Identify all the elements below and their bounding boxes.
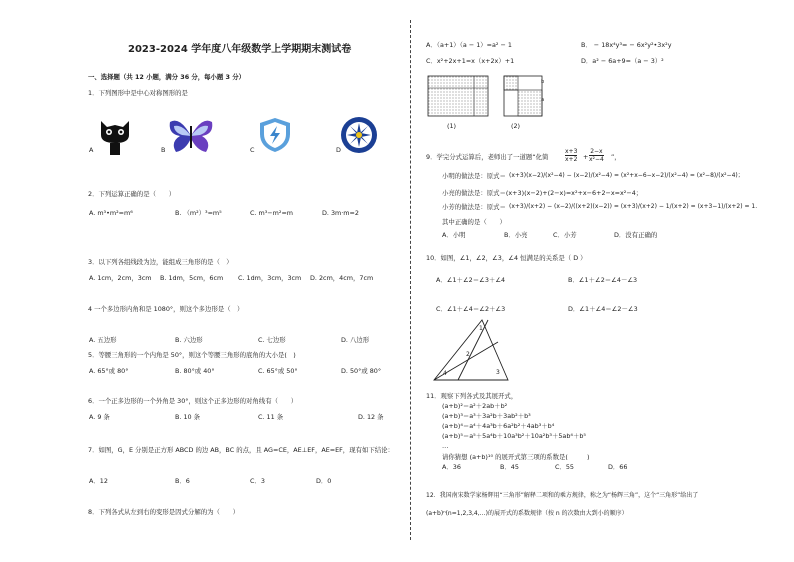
q7-stem: 7．如图，G，E 分别是正方形 ABCD 的边 AB，BC 的点，且 AG=CE，AE⊥EF，AE=EF，现有如下结论：	[88, 446, 394, 454]
q2-option-b: B. （m²）³=m⁵	[175, 209, 222, 217]
q5-option-b: B. 80°或 40°	[175, 367, 215, 375]
q9-xiaoliang: 小亮的做法是：原式＝(x+3)(x−2)+(2−x)=x²+x−6+2−x=x²−4；	[442, 189, 643, 197]
page-title: 2023-2024 学年度八年级数学上学期期末测试卷	[128, 44, 352, 55]
q4-option-a: A. 五边形	[89, 336, 117, 344]
figure-1-label: (1)	[447, 122, 457, 130]
q6-stem: 6．一个正多边形的一个外角是 30°，则这个正多边形的对角线有（ ）	[88, 397, 298, 405]
q11-expansion: (a+b)³＝a³＋3a²b＋3ab²＋b³	[442, 412, 531, 420]
q10-option-d: D．∠1＋∠4＝∠2－∠3	[568, 305, 638, 313]
q1-option-d: D	[336, 146, 341, 154]
q1-stem: 1．下列图形中是中心对称图形的是	[88, 89, 188, 97]
q5-option-c: C. 65°或 50°	[258, 367, 298, 375]
q3-stem: 3．以下列各组线段为边，能组成三角形的是（ ）	[88, 258, 233, 266]
q8-option-c: C．x²+2x+1=x（x+2x）+1	[426, 57, 515, 65]
q2-option-c: C. m³−m²=m	[250, 209, 294, 217]
q9-xiaofang-work: (x+3)/(x+2) − (x−2)/((x+2)(x−2)) = (x+3)/(x+2) − 1/(x+2) = (x+3−1)/(x+2) = 1.	[509, 203, 758, 210]
q9-stem-end: ”，	[611, 153, 621, 161]
q9-option-b: B．小亮	[504, 231, 528, 239]
q5-option-a: A. 65°或 80°	[89, 367, 129, 375]
q9-fraction	[565, 148, 577, 163]
q9-stem: 9．学完分式运算后，老师出了一道题“化简	[426, 153, 549, 161]
q12-stem-line1: 12．我国南宋数学家杨辉用“三角形”解释二项和的乘方规律，称之为“杨辉三角”，这个“三角形”给出了	[426, 492, 699, 499]
q10-option-a: A．∠1＋∠2＝∠3＋∠4	[436, 276, 506, 284]
q7-option-a: A．12	[89, 477, 108, 485]
q9-xiaofang: 小芳的做法是：原式＝	[442, 203, 506, 211]
q9-xiaoming: 小明的做法是：原式＝	[442, 172, 506, 180]
angle-1-label: 1	[479, 325, 483, 332]
fraction-numerator: x+3	[565, 148, 578, 155]
q11-option-a: A．36	[442, 463, 461, 471]
figure-side-label: a	[541, 97, 545, 103]
q10-option-c: C．∠1＋∠4＝∠2＋∠3	[436, 305, 506, 313]
figure-2-label: (2)	[511, 122, 521, 130]
q8-option-b: B． − 18x⁴y³= − 6x²y²•3x²y	[581, 41, 672, 49]
q6-option-b: B. 10 条	[175, 413, 201, 421]
q1-image-a	[95, 117, 135, 157]
fraction-numerator: 2−x	[590, 148, 603, 155]
column-divider	[410, 20, 411, 540]
q1-option-c: C	[250, 146, 255, 154]
angle-4-label: 4	[443, 370, 447, 377]
figure-side-label: b	[541, 79, 545, 85]
q11-ellipsis: …	[442, 442, 449, 450]
q12-stem-line2: (a+b)ⁿ(n=1,2,3,4,…)的展开式的系数规律（按 n 的次数由大到小的顺序）	[426, 510, 628, 517]
q9-ask: 其中正确的是（ ）	[442, 218, 506, 226]
q11-expansion: (a+b)²＝a²＋2ab＋b²	[442, 402, 508, 410]
q3-option-d: D. 2cm，4cm，7cm	[310, 274, 374, 282]
q6-option-a: A. 9 条	[89, 413, 110, 421]
q9-xiaoming-work: (x+3)(x−2)/(x²−4) − (x−2)/(x²−4) = (x²+x−6−x−2)/(x²−4) = (x²−8)/(x²−4)；	[509, 172, 744, 179]
angle-2-label: 2	[466, 351, 470, 358]
q1-option-a: A	[89, 146, 94, 154]
q4-option-b: B. 六边形	[175, 336, 203, 344]
q3-option-a: A. 1cm，2cm，3cm	[89, 274, 152, 282]
q7-option-d: D．0	[316, 477, 332, 485]
q7-option-c: C．3	[250, 477, 265, 485]
fraction-denominator: x²−4	[589, 156, 604, 163]
q11-stem: 11．观察下列各式及其展开式，	[426, 392, 518, 400]
q1-option-b: B	[161, 146, 166, 154]
q2-stem: 2．下列运算正确的是（ ）	[88, 190, 176, 198]
q8-stem: 8．下列各式从左到右的变形是因式分解的为（ ）	[88, 508, 240, 516]
square-figures	[428, 76, 558, 126]
q8-option-d: D．a² − 6a+9=（a − 3）²	[581, 57, 664, 65]
section-heading: 一、选择题（共 12 小题，满分 36 分，每小题 3 分）	[88, 73, 246, 81]
angle-3-label: 3	[496, 369, 500, 376]
q6-option-c: C. 11 条	[258, 413, 284, 421]
q11-option-b: B．45	[500, 463, 519, 471]
q9-option-a: A．小明	[442, 231, 466, 239]
q3-option-b: B. 1dm，5cm，6cm	[160, 274, 224, 282]
q11-option-d: D．66	[608, 463, 628, 471]
q9-option-d: D．没有正确的	[614, 231, 658, 239]
q11-ask: 请你猜想 (a+b)¹⁰ 的展开式第三项的系数是( )	[442, 453, 590, 461]
q11-expansion: (a+b)⁵＝a⁵＋5a⁴b＋10a³b²＋10a²b³＋5ab⁴＋b⁵	[442, 432, 586, 440]
plus-sign: +	[583, 153, 589, 161]
q9-option-c: C．小芳	[553, 231, 577, 239]
q4-stem: 4 一个多边形内角和是 1080°，则这个多边形是（ ）	[88, 305, 244, 313]
q3-option-c: C. 1dm，3cm，3cm	[238, 274, 302, 282]
q10-stem: 10．如图，∠1，∠2，∠3，∠4 恒满足的关系是（ D ）	[426, 254, 587, 262]
q1-image-b-butterfly-icon	[168, 118, 214, 154]
q1-image-c-shield-icon	[258, 116, 292, 154]
q11-expansion: (a+b)⁴＝a⁴＋4a³b＋6a²b²＋4ab³＋b⁴	[442, 422, 555, 430]
q9-fraction	[589, 148, 604, 163]
q10-option-b: B．∠1＋∠2＝∠4－∠3	[568, 276, 638, 284]
q4-option-c: C. 七边形	[258, 336, 286, 344]
q5-stem: 5．等腰三角形的一个内角是 50°，则这个等腰三角形的底角的大小是( )	[88, 351, 296, 359]
fraction-denominator: x+2	[565, 156, 578, 163]
q5-option-d: D. 50°或 80°	[341, 367, 382, 375]
q11-option-c: C．55	[555, 463, 574, 471]
q7-option-b: B．6	[175, 477, 190, 485]
q2-option-d: D. 3m·m=2	[322, 209, 359, 217]
q4-option-d: D. 八边形	[341, 336, 370, 344]
q6-option-d: D. 12 条	[358, 413, 384, 421]
q1-image-d-sun-icon	[340, 116, 378, 154]
q8-option-a: A．（a+1）（a − 1）=a² − 1	[426, 41, 512, 49]
q2-option-a: A. m³•m²=m⁶	[89, 209, 133, 217]
